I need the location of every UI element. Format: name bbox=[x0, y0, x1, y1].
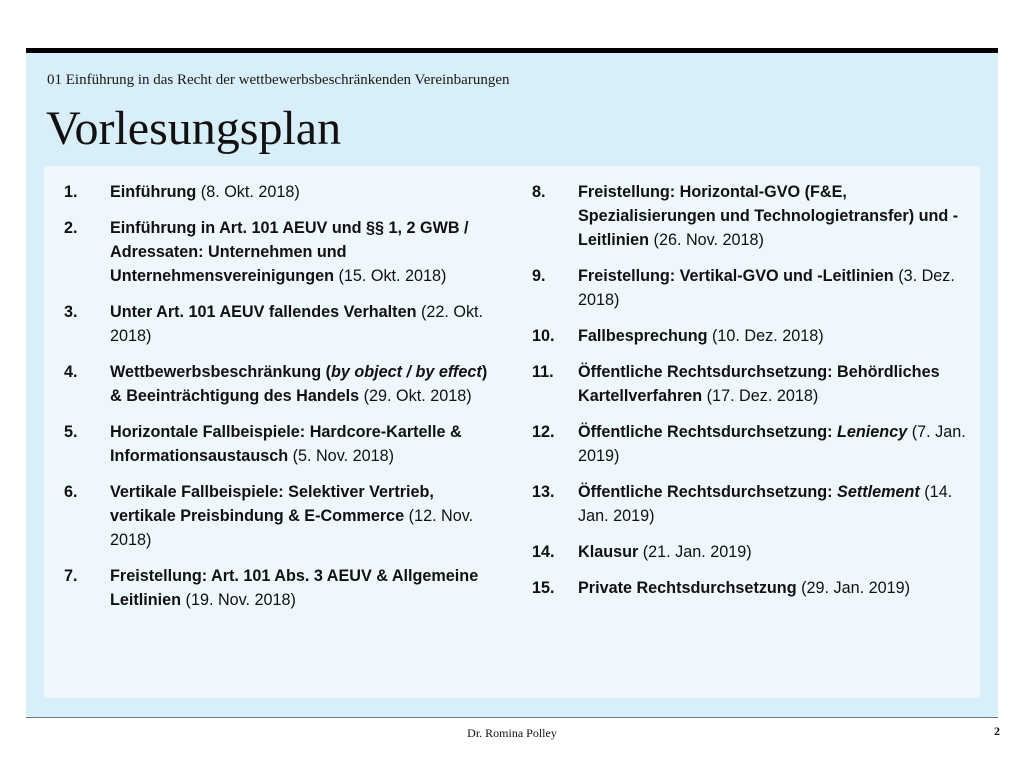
lecture-item bbox=[64, 564, 496, 612]
lecture-item bbox=[64, 216, 496, 288]
lecture-number: 4. bbox=[64, 363, 78, 381]
lecture-topic: Leniency bbox=[837, 423, 908, 441]
lecture-topic: Freistellung: Vertikal-GVO und -Leitlinien bbox=[578, 267, 894, 285]
lecture-date: (3. Dez. 2018) bbox=[578, 267, 955, 309]
bottom-rule bbox=[26, 717, 998, 718]
lecture-date: (29. Okt. 2018) bbox=[359, 387, 472, 405]
lecture-topic: Klausur bbox=[578, 543, 639, 561]
lecture-number: 7. bbox=[64, 567, 78, 585]
lecture-topic: Private Rechtsdurchsetzung bbox=[578, 579, 797, 597]
left-column bbox=[64, 180, 496, 624]
lecture-date: (7. Jan. 2019) bbox=[578, 423, 966, 465]
footer-author: Dr. Romina Polley bbox=[467, 726, 557, 740]
lecture-topic: Settlement bbox=[837, 483, 920, 501]
lecture-item bbox=[64, 420, 496, 468]
lecture-topic: ) & Beeinträchtigung des Handels bbox=[110, 363, 488, 405]
lecture-number: 2. bbox=[64, 219, 78, 237]
lecture-topic: Einführung in Art. 101 AEUV und §§ 1, 2 GWB / Adressaten: Unternehmen und Unternehmensvereinigungen bbox=[110, 219, 469, 285]
lecture-item bbox=[64, 480, 496, 552]
lecture-date: (5. Nov. 2018) bbox=[288, 447, 394, 465]
lecture-topic: Freistellung: Horizontal-GVO (F&E, Spezialisierungen und Technologietransfer) und -Leitlinien bbox=[578, 183, 959, 249]
lecture-topic: Öffentliche Rechtsdurchsetzung: bbox=[578, 483, 838, 501]
lecture-number: 14. bbox=[532, 543, 555, 561]
lecture-number: 11. bbox=[532, 363, 554, 381]
lecture-topic: Vertikale Fallbeispiele: Selektiver Vertrieb, vertikale Preisbindung & E-Commerce bbox=[110, 483, 434, 525]
lecture-item bbox=[532, 576, 968, 600]
page-number: 2 bbox=[994, 724, 1000, 738]
lecture-number: 9. bbox=[532, 267, 546, 285]
lecture-number: 15. bbox=[532, 579, 555, 597]
lecture-date: (8. Okt. 2018) bbox=[196, 183, 300, 201]
lecture-date: (26. Nov. 2018) bbox=[649, 231, 764, 249]
lecture-topic: Unter Art. 101 AEUV fallendes Verhalten bbox=[110, 303, 417, 321]
slide-title: Vorlesungsplan bbox=[46, 102, 342, 155]
lecture-number: 12. bbox=[532, 423, 555, 441]
lecture-date: (17. Dez. 2018) bbox=[702, 387, 819, 405]
lecture-topic: Wettbewerbsbeschränkung ( bbox=[110, 363, 331, 381]
lecture-item bbox=[532, 264, 968, 312]
content-box bbox=[44, 166, 980, 698]
lecture-item bbox=[532, 480, 968, 528]
lecture-number: 5. bbox=[64, 423, 78, 441]
lecture-item bbox=[64, 300, 496, 348]
lecture-list-left bbox=[64, 180, 496, 612]
lecture-item bbox=[532, 420, 968, 468]
lecture-date: (15. Okt. 2018) bbox=[333, 267, 447, 285]
lecture-topic: Öffentliche Rechtsdurchsetzung: Behördliches Kartellverfahren bbox=[578, 363, 940, 405]
lecture-number: 3. bbox=[64, 303, 78, 321]
lecture-number: 1. bbox=[64, 183, 78, 201]
lecture-topic: by object / by effect bbox=[330, 363, 482, 381]
lecture-date: (29. Jan. 2019) bbox=[796, 579, 910, 597]
lecture-number: 8. bbox=[532, 183, 546, 201]
lecture-item bbox=[64, 180, 496, 204]
lecture-date: (21. Jan. 2019) bbox=[638, 543, 752, 561]
lecture-item bbox=[532, 540, 968, 564]
lecture-date: (12. Nov. 2018) bbox=[110, 507, 474, 549]
slide-subtitle: 01 Einführung in das Recht der wettbewerbsbeschränkenden Vereinbarungen bbox=[47, 72, 510, 88]
lecture-number: 10. bbox=[532, 327, 555, 345]
lecture-topic: Fallbesprechung bbox=[578, 327, 708, 345]
lecture-item bbox=[532, 360, 968, 408]
lecture-topic: Freistellung: Art. 101 Abs. 3 AEUV & Allgemeine Leitlinien bbox=[110, 567, 479, 609]
lecture-list-right bbox=[532, 180, 968, 600]
lecture-topic: Einführung bbox=[110, 183, 197, 201]
lecture-number: 6. bbox=[64, 483, 78, 501]
right-column bbox=[532, 180, 968, 612]
lecture-date: (19. Nov. 2018) bbox=[181, 591, 296, 609]
lecture-item bbox=[64, 360, 496, 408]
lecture-date: (22. Okt. 2018) bbox=[110, 303, 484, 345]
lecture-date: (14. Jan. 2019) bbox=[578, 483, 953, 525]
lecture-item bbox=[532, 180, 968, 252]
lecture-topic: Horizontale Fallbeispiele: Hardcore-Kartelle & Informationsaustausch bbox=[110, 423, 462, 465]
lecture-topic: Öffentliche Rechtsdurchsetzung: bbox=[578, 423, 838, 441]
lecture-item bbox=[532, 324, 968, 348]
lecture-date: (10. Dez. 2018) bbox=[707, 327, 824, 345]
lecture-number: 13. bbox=[532, 483, 555, 501]
